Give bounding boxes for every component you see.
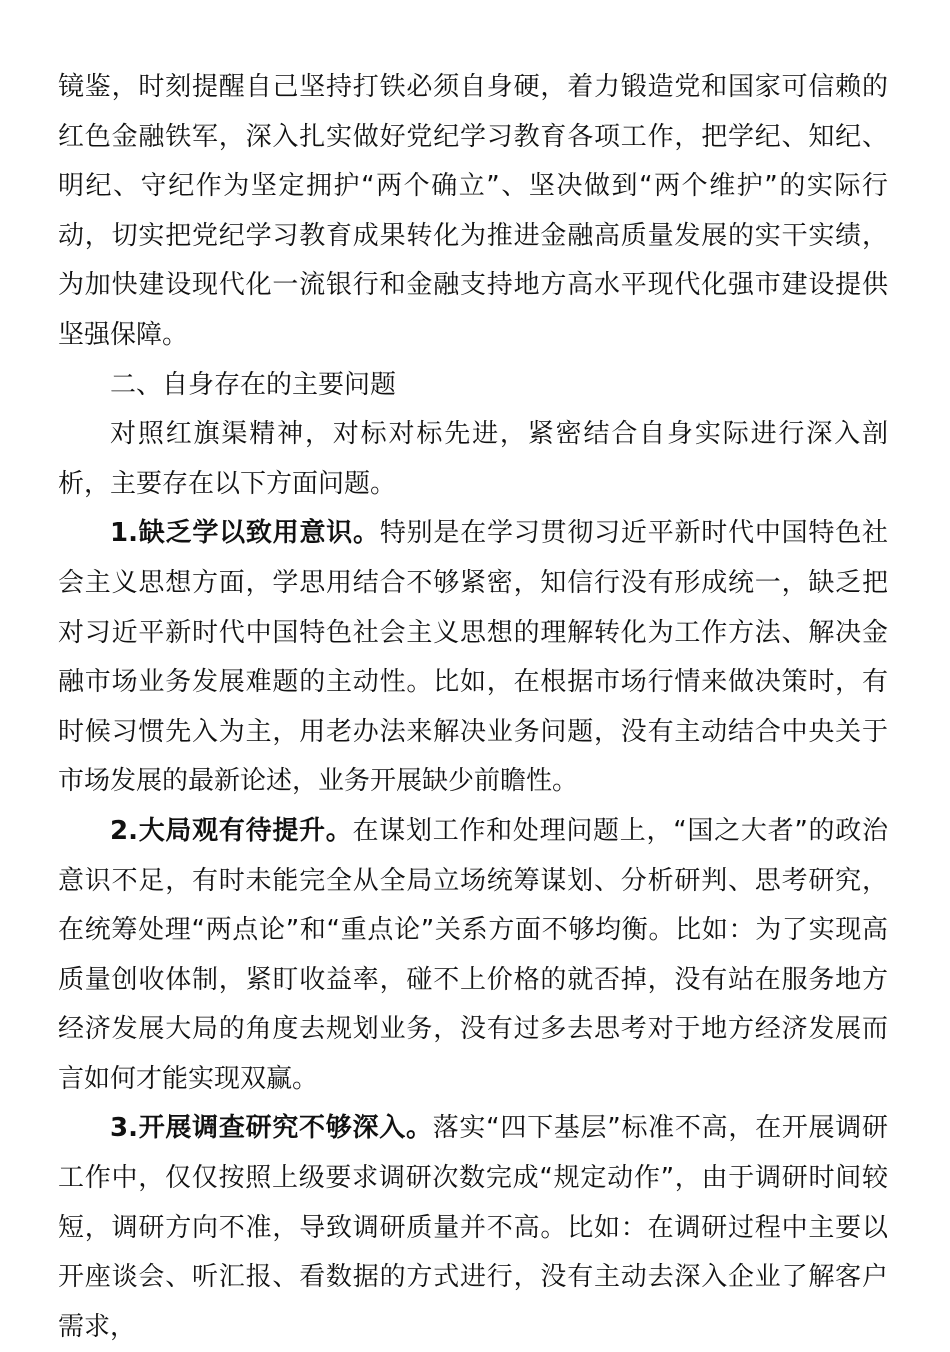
- paragraph-text: 对照红旗渠精神，对标对标先进，紧密结合自身实际进行深入剖析，主要存在以下方面问题。: [58, 419, 888, 499]
- paragraph-intro: [58, 410, 888, 509]
- paragraph-continuation: [58, 63, 888, 361]
- problem-text: 落实“四下基层”标准不高，在开展调研工作中，仅仅按照上级要求调研次数完成“规定动作”，由于调研时间较短，调研方向不准，导致调研质量并不高。比如：在调研过程中主要以开座谈会、听汇报、看数据的方式进行，没有主动去深入企业了解客户需求，: [58, 1113, 888, 1342]
- problem-heading: 2.大局观有待提升。: [110, 815, 353, 846]
- problem-text: 在谋划工作和处理问题上，“国之大者”的政治意识不足，有时未能完全从全局立场统筹谋划、分析研判、思考研究，在统筹处理“两点论”和“重点论”关系方面不够均衡。比如：为了实现高质量创收体制，紧盯收益率，碰不上价格的就否掉，没有站在服务地方经济发展大局的角度去规划业务，没有过多去思考对于地方经济发展而言如何才能实现双赢。: [58, 815, 888, 1094]
- paragraph-text: 镜鉴，时刻提醒自己坚持打铁必须自身硬，着力锻造党和国家可信赖的红色金融铁军，深入扎实做好党纪学习教育各项工作，把学纪、知纪、明纪、守纪作为坚定拥护“两个确立”、坚决做到“两个维护”的实际行动，切实把党纪学习教育成果转化为推进金融高质量发展的实干实绩，为加快建设现代化一流银行和金融支持地方高水平现代化强市建设提供坚强保障。: [58, 72, 888, 350]
- section-heading-text: 二、自身存在的主要问题: [110, 369, 397, 400]
- problem-heading: 1.缺乏学以致用意识。: [110, 518, 380, 549]
- problem-heading: 3.开展调查研究不够深入。: [110, 1113, 433, 1144]
- document-body: [58, 63, 888, 1352]
- section-heading: [58, 361, 888, 411]
- problem-item-3: [58, 1104, 888, 1352]
- problem-text: 特别是在学习贯彻习近平新时代中国特色社会主义思想方面，学思用结合不够紧密，知信行没有形成统一，缺乏把对习近平新时代中国特色社会主义思想的理解转化为工作方法、解决金融市场业务发展难题的主动性。比如，在根据市场行情来做决策时，有时候习惯先入为主，用老办法来解决业务问题，没有主动结合中央关于市场发展的最新论述，业务开展缺少前瞻性。: [58, 518, 888, 797]
- problem-item-1: [58, 509, 888, 807]
- problem-item-2: [58, 807, 888, 1105]
